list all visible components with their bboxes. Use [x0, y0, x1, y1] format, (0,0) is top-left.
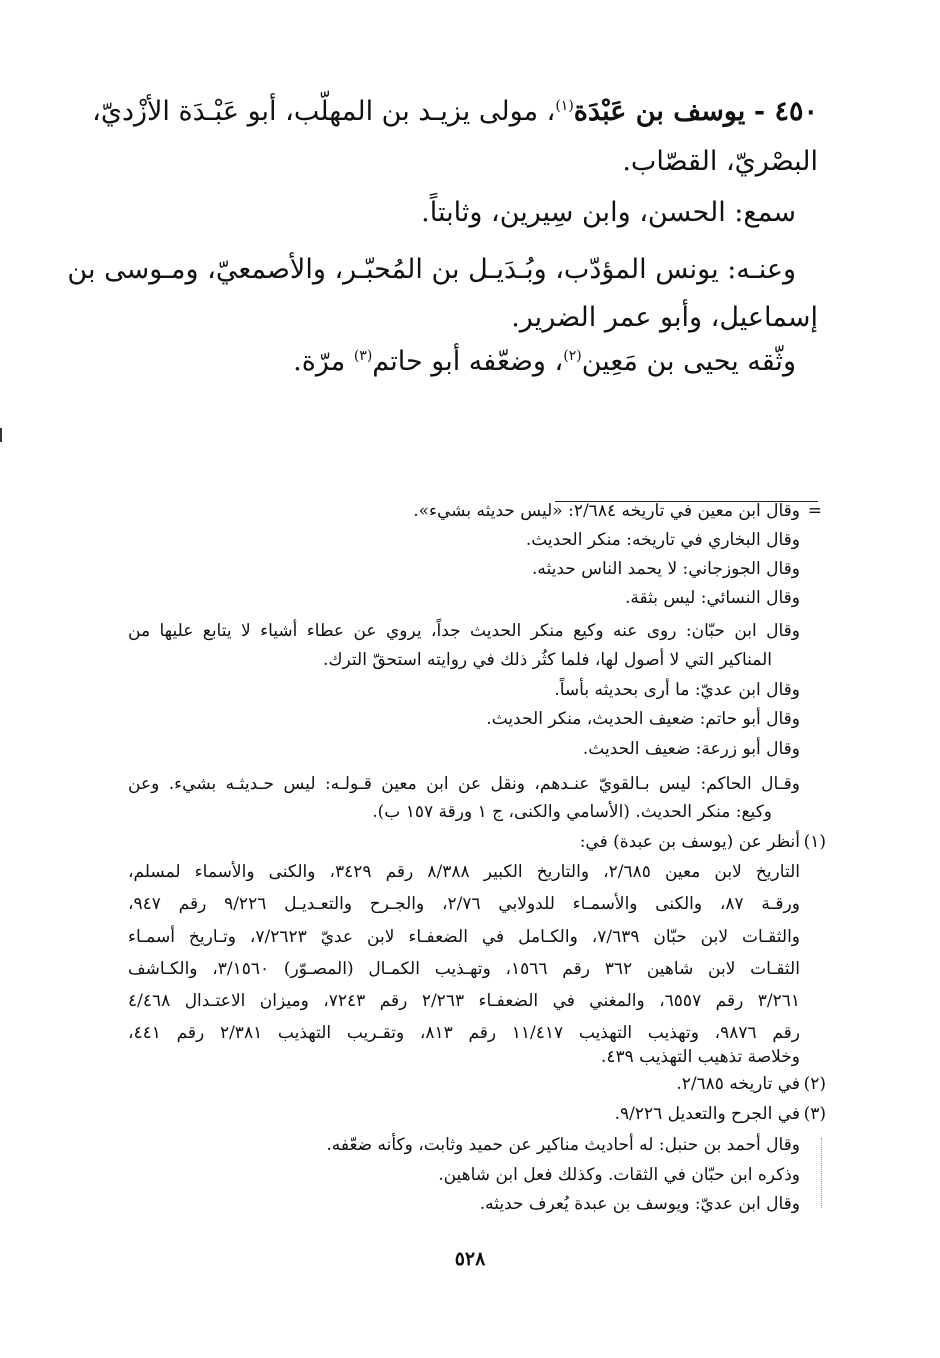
footnote-1-label: (١): [803, 832, 826, 852]
narrators-line-2: إسماعيل، وأبو عمر الضرير.: [511, 302, 818, 333]
footnote-3-line: وقال ابن عديّ: ويوسف بن عبدة يُعرف حديثه.: [479, 1194, 800, 1214]
footnote-2-label: (٢): [803, 1074, 826, 1094]
reliability-text-b: ، وضعّفه أبو حاتم: [372, 346, 564, 377]
footnote-2-text: في تاريخه ٢/٦٨٥.: [676, 1074, 800, 1094]
entry-line-1: [92, 92, 818, 132]
footnote-line: وقال النسائي: ليس بثقة.: [624, 588, 800, 608]
footnote-3-text: في الجرح والتعديل ٩/٢٢٦.: [614, 1104, 800, 1124]
footnote-1-line: وخلاصة تذهيب التهذيب ٤٣٩.: [600, 1047, 800, 1067]
footnote-ref-3[interactable]: (٣): [353, 348, 373, 364]
footnote-1-line: والثقـات لابن حبّان ٧/٦٣٩، والكـامل في الضعفـاء لابن عديّ ٧/٢٦٢٣، وتـاريخ أسمـاء: [128, 927, 801, 947]
heard-from-line: سمع: الحسن، وابن سِيرين، وثابتاً.: [421, 197, 796, 228]
entry-line-2: البصْريّ، القصّاب.: [622, 146, 818, 177]
footnote-1-heading: أنظر عن (يوسف بن عبدة) في:: [579, 832, 800, 852]
footnote-line: وقال ابن عديّ: ما أرى بحديثه بأساً.: [554, 680, 800, 700]
footnote-line: وكيع: منكر الحديث. (الأسامي والكنى، ج ١ ورقة ١٥٧ ب).: [372, 802, 772, 822]
footnote-1-line: التاريخ لابن معين ٢/٦٨٥، والتاريخ الكبير ٨/٣٨٨ رقم ٣٤٢٩، والكنى والأسماء لمسلم،: [128, 862, 800, 882]
footnote-line: وقال الجوزجاني: لا يحمد الناس حديثه.: [532, 559, 800, 579]
footnote-ref-1[interactable]: (١): [555, 98, 574, 114]
footnote-line: وقال أبو حاتم: ضعيف الحديث، منكر الحديث.: [486, 709, 800, 729]
footnote-line: وقـال الحاكم: ليس بـالقويّ عنـدهم، ونقل عن ابن معين قـولـه: ليس حـديثـه بشيء. وعن: [128, 774, 800, 794]
reliability-text-a: وثّقه يحيى بن مَعِين: [581, 346, 796, 377]
footnote-3-line: وقال أحمد بن حنبل: له أحاديث مناكير عن حميد وثابت، وكأنه ضعّفه.: [326, 1135, 800, 1155]
footnote-1-line: الثقـات لابن شاهين ٣٦٢ رقم ١٥٦٦، وتهـذيب الكمـال (المصـوّر) ٣/١٥٦٠، والكـاشف: [128, 959, 800, 979]
footnote-line: وقال ابن حبّان: روى عنه وكيع منكر الحديث جداً، يروي عن عطاء أشياء لا يتابع عليها من: [128, 621, 800, 641]
page-number: ٥٢٨: [454, 1248, 486, 1270]
dotted-margin-mark: [817, 1138, 822, 1208]
entry-line-1-rest: ، مولى يزيـد بن المهلّب، أبو عَبْـدَة الأزْديّ،: [92, 96, 556, 127]
footnote-1-line: ٣/٢٦١ رقم ٦٥٥٧، والمغني في الضعفـاء ٢/٢٦٣ رقم ٧٢٤٣، وميزان الاعتـدال ٤/٤٦٨: [128, 991, 800, 1011]
footnote-3-label: (٣): [803, 1104, 826, 1124]
footnote-1-line: رقم ٩٨٧٦، وتهذيب التهذيب ١١/٤١٧ رقم ٨١٣، وتقـريب التهذيب ٢/٣٨١ رقم ٤٤١،: [128, 1023, 800, 1043]
entry-name: يوسف بن عَبْدَة: [573, 96, 746, 127]
margin-mark: [0, 428, 2, 442]
entry-number: ٤٥٠ -: [753, 96, 818, 127]
footnote-1-line: ورقـة ٨٧، والكنى والأسمـاء للدولابي ٢/٧٦، والجـرح والتعـديـل ٩/٢٢٦ رقم ٩٤٧،: [128, 894, 800, 914]
continuation-marker: =: [807, 501, 822, 521]
footnote-line: وقال أبو زرعة: ضعيف الحديث.: [582, 739, 800, 759]
footnote-line: وقال ابن معين في تاريخه ٢/٦٨٤: «ليس حديثه بشيء».: [413, 501, 800, 521]
footnote-line: المناكير التي لا أصول لها، فلما كثُر ذلك في روايته استحقّ الترك.: [323, 650, 772, 670]
footnote-ref-2[interactable]: (٢): [563, 348, 582, 364]
footnote-line: وقال البخاري في تاريخه: منكر الحديث.: [525, 530, 800, 550]
reliability-text-c: مرّة.: [293, 346, 354, 377]
reliability-line: [293, 342, 796, 382]
footnote-3-line: وذكره ابن حبّان في الثقات. وكذلك فعل ابن شاهين.: [438, 1165, 800, 1185]
narrators-line: وعنـه: يونس المؤدّب، وبُـدَيـل بن المُحبّـر، والأصمعيّ، ومـوسى بن: [67, 254, 796, 285]
